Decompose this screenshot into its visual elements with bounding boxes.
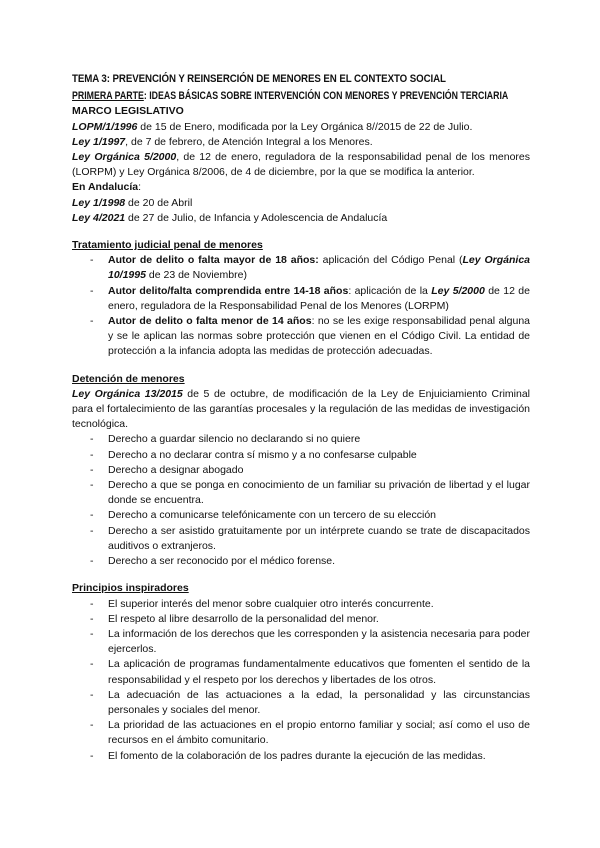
law-text: , de 7 de febrero, de Atención Integral a los Menores. bbox=[125, 135, 373, 148]
detencion-heading: Detención de menores bbox=[72, 372, 185, 385]
tratamiento-heading: Tratamiento judicial penal de menores bbox=[72, 239, 263, 252]
law-text: de 20 de Abril bbox=[125, 196, 193, 209]
principios-section bbox=[72, 581, 530, 763]
principios-list bbox=[72, 597, 530, 764]
detencion-section bbox=[72, 372, 530, 570]
list-item: - Autor de delito o falta menor de 14 años: no se les exige responsabilidad penal alguna y se le aplican las normas sobre protección que vienen en el Código Civil. La entidad de protección a la infancia adopta las medidas de protección adecuadas. bbox=[72, 314, 530, 360]
law-line bbox=[72, 150, 530, 180]
law-name: Ley 4/2021 bbox=[72, 211, 126, 224]
part-label: PRIMERA PARTE bbox=[72, 90, 144, 103]
list-item: - La prioridad de las actuaciones en el propio entorno familiar y social; así como el uso de recursos en el ámbito comunitario. bbox=[72, 718, 530, 748]
law-name: Ley 1/1998 bbox=[72, 196, 126, 209]
law-name: Ley Orgánica 5/2000 bbox=[72, 151, 177, 164]
law-line bbox=[72, 120, 530, 135]
list-item: - La adecuación de las actuaciones a la edad, la personalidad y las circunstancias personales y sociales del menor. bbox=[72, 688, 530, 718]
list-item: - Autor delito/falta comprendida entre 14-18 años: aplicación de la Ley 5/2000 de 12 de enero, reguladora de la Responsabilidad Penal de los Menores (LORPM) bbox=[72, 284, 530, 314]
list-item: - Derecho a ser reconocido por el médico forense. bbox=[72, 554, 530, 569]
list-item: - El fomento de la colaboración de los padres durante la ejecución de las medidas. bbox=[72, 749, 530, 764]
document-page bbox=[72, 72, 530, 764]
detencion-intro: Ley Orgánica 13/2015 de 5 de octubre, de modificación de la Ley de Enjuiciamiento Criminal para el fortalecimiento de las garantías procesales y la regulación de las medidas de investigación tecnológica. bbox=[72, 387, 530, 431]
law-text: de 15 de Enero, modificada por la Ley Orgánica 8//2015 de 22 de Julio. bbox=[137, 120, 473, 133]
principios-heading: Principios inspiradores bbox=[72, 582, 189, 595]
list-item: - El respeto al libre desarrollo de la personalidad del menor. bbox=[72, 612, 530, 627]
law-name: LOPM/1/1996 bbox=[72, 120, 138, 133]
andalucia-heading: En Andalucía: bbox=[72, 181, 142, 194]
tratamiento-list bbox=[72, 253, 530, 359]
list-item: - Derecho a guardar silencio no declarando si no quiere bbox=[72, 432, 530, 447]
part-title: : IDEAS BÁSICAS SOBRE INTERVENCIÓN CON MENORES Y PREVENCIÓN TERCIARIA bbox=[143, 90, 509, 103]
part-heading bbox=[72, 89, 509, 104]
derechos-list bbox=[72, 432, 530, 569]
list-item: - El superior interés del menor sobre cualquier otro interés concurrente. bbox=[72, 597, 530, 612]
law-text: , de 12 de enero, reguladora de la responsabilidad penal de los menores (LORPM) y Ley Orgánica 8/2006, de 4 de diciembre, por la que se modifica la anterior. bbox=[72, 151, 531, 179]
list-item: - Derecho a comunicarse telefónicamente con un tercero de su elección bbox=[72, 508, 530, 523]
list-item: - Autor de delito o falta mayor de 18 años: aplicación del Código Penal (Ley Orgánica 10/1995 de 23 de Noviembre) bbox=[72, 253, 530, 283]
list-item: - Derecho a designar abogado bbox=[72, 463, 530, 478]
law-line bbox=[72, 135, 530, 150]
list-item: - Derecho a no declarar contra sí mismo y a no confesarse culpable bbox=[72, 448, 530, 463]
list-item: - Derecho a ser asistido gratuitamente por un intérprete cuando se trate de discapacitados auditivos o extranjeros. bbox=[72, 524, 530, 554]
tratamiento-section bbox=[72, 238, 530, 360]
list-item: - Derecho a que se ponga en conocimiento de un familiar su privación de libertad y el lugar donde se encuentra. bbox=[72, 478, 530, 508]
marco-legislativo-section bbox=[72, 104, 530, 226]
law-name: Ley Orgánica 13/2015 bbox=[72, 387, 183, 400]
law-line bbox=[72, 211, 530, 226]
document-title: TEMA 3: PREVENCIÓN Y REINSERCIÓN DE MENORES EN EL CONTEXTO SOCIAL bbox=[72, 73, 446, 85]
list-item: - La información de los derechos que les corresponden y la asistencia necesaria para poder ejercerlos. bbox=[72, 627, 530, 657]
marco-heading: MARCO LEGISLATIVO bbox=[72, 105, 184, 118]
law-name: Ley 1/1997 bbox=[72, 135, 126, 148]
law-line bbox=[72, 196, 530, 211]
list-item: - La aplicación de programas fundamentalmente educativos que fomenten el sentido de la responsabilidad y el respeto por los derechos y libertades de los otros. bbox=[72, 657, 530, 687]
law-text: de 27 de Julio, de Infancia y Adolescencia de Andalucía bbox=[125, 211, 388, 224]
